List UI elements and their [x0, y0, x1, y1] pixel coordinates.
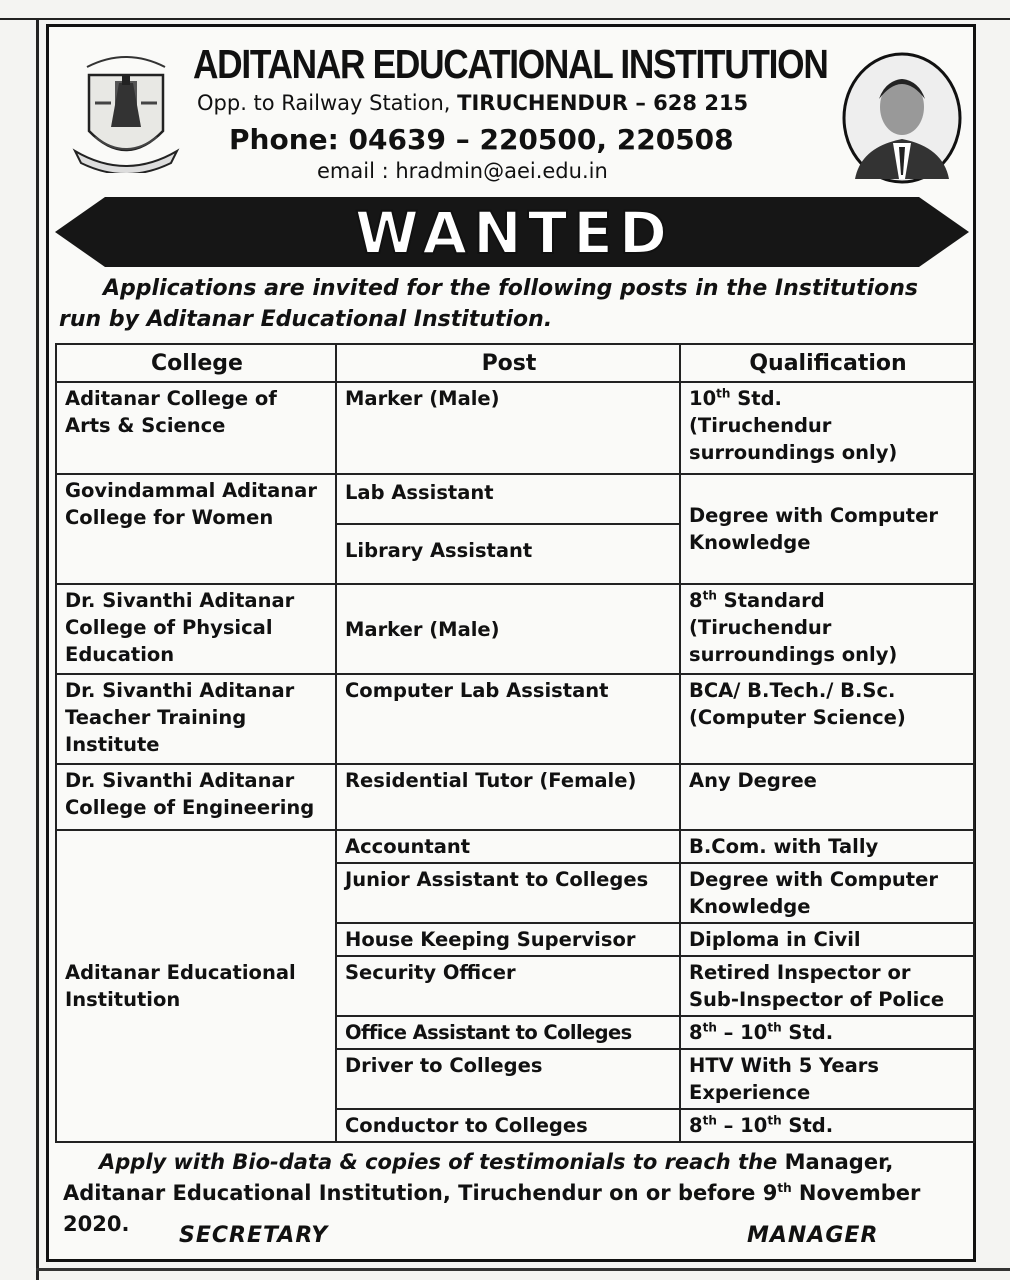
newspaper-bottom-rule [36, 1268, 1010, 1271]
college-cell: Dr. Sivanthi Aditanar College of Engineering [56, 764, 336, 830]
qualification-cell: Degree with Computer Knowledge [680, 863, 974, 923]
post-cell: Security Officer [336, 956, 680, 1016]
college-cell: Aditanar Educational Institution [56, 830, 336, 1142]
college-cell: Govindammal Aditanar College for Women [56, 474, 336, 584]
post-cell [336, 474, 680, 584]
qualification-cell: 8th – 10th Std. [680, 1016, 974, 1049]
institution-address [197, 91, 748, 115]
wanted-title: WANTED [354, 199, 674, 267]
intro-text [59, 273, 969, 335]
table-row [56, 830, 974, 863]
post-cell: House Keeping Supervisor [336, 923, 680, 956]
apply-address-deadline: Manager, Aditanar Educational Institution, Tiruchendur on or before 9 [63, 1150, 894, 1205]
manager-portrait-photo [841, 51, 963, 185]
qualification-cell: Any Degree [680, 764, 974, 830]
table-row [56, 382, 974, 474]
table-row [56, 474, 974, 584]
newspaper-top-rule [0, 0, 1010, 20]
secretary-signature: SECRETARY [179, 1223, 329, 1248]
post-cell: Accountant [336, 830, 680, 863]
post-subcell: Library Assistant [345, 539, 533, 562]
post-cell: Office Assistant to Colleges [336, 1016, 680, 1049]
table-row [56, 764, 974, 830]
manager-signature: MANAGER [747, 1223, 879, 1248]
qualification-cell: BCA/ B.Tech./ B.Sc. (Computer Science) [680, 674, 974, 764]
apply-instruction: Apply with Bio-data & copies of testimonials to reach the [99, 1150, 778, 1174]
college-column-header: College [56, 344, 336, 382]
intro-line-1: Applications are invited for the following posts in the Institutions [103, 276, 919, 301]
vacancies-table [55, 343, 975, 1143]
post-column-header: Post [336, 344, 680, 382]
qualification-cell: Retired Inspector or Sub-Inspector of Police [680, 956, 974, 1016]
college-cell: Dr. Sivanthi Aditanar College of Physical Education [56, 584, 336, 674]
post-subcell: Lab Assistant [337, 475, 679, 525]
qualification-cell: Degree with Computer Knowledge [680, 474, 974, 584]
post-cell: Marker (Male) [336, 382, 680, 474]
phone-numbers: Phone: 04639 – 220500, 220508 [229, 123, 734, 156]
post-cell: Computer Lab Assistant [336, 674, 680, 764]
qualification-cell: Diploma in Civil [680, 923, 974, 956]
table-row [56, 674, 974, 764]
table-row [56, 584, 974, 674]
post-cell: Conductor to Colleges [336, 1109, 680, 1142]
qualification-cell: 8th Standard (Tiruchendur surroundings only) [680, 584, 974, 674]
qualification-cell: B.Com. with Tally [680, 830, 974, 863]
table-header-row [56, 344, 974, 382]
institution-crest-logo [67, 45, 185, 173]
apply-deadline-date: November 2020. [63, 1181, 921, 1236]
newspaper-adjacent-column [0, 18, 39, 1280]
post-cell: Residential Tutor (Female) [336, 764, 680, 830]
qualification-cell: 8th – 10th Std. [680, 1109, 974, 1142]
email-address: email : hradmin@aei.edu.in [317, 159, 608, 183]
qualification-column-header: Qualification [680, 344, 974, 382]
address-prefix: Opp. to Railway Station, [197, 91, 451, 115]
post-cell: Marker (Male) [336, 584, 680, 674]
institution-name: ADITANAR EDUCATIONAL INSTITUTION [193, 41, 828, 87]
qualification-cell: 10th Std. (Tiruchendur surroundings only) [680, 382, 974, 474]
address-city: TIRUCHENDUR – 628 215 [457, 91, 749, 115]
intro-line-2: run by Aditanar Educational Institution. [59, 307, 553, 332]
college-cell: Dr. Sivanthi Aditanar Teacher Training Institute [56, 674, 336, 764]
application-instructions: Apply with Bio-data & copies of testimonials to reach the Manager, Aditanar Educational Institution, Tiruchendur on or before 9th November 2020. [63, 1150, 921, 1236]
post-cell: Driver to Colleges [336, 1049, 680, 1109]
qualification-cell: HTV With 5 Years Experience [680, 1049, 974, 1109]
job-advertisement [46, 24, 976, 1262]
post-cell: Junior Assistant to Colleges [336, 863, 680, 923]
college-cell: Aditanar College of Arts & Science [56, 382, 336, 474]
